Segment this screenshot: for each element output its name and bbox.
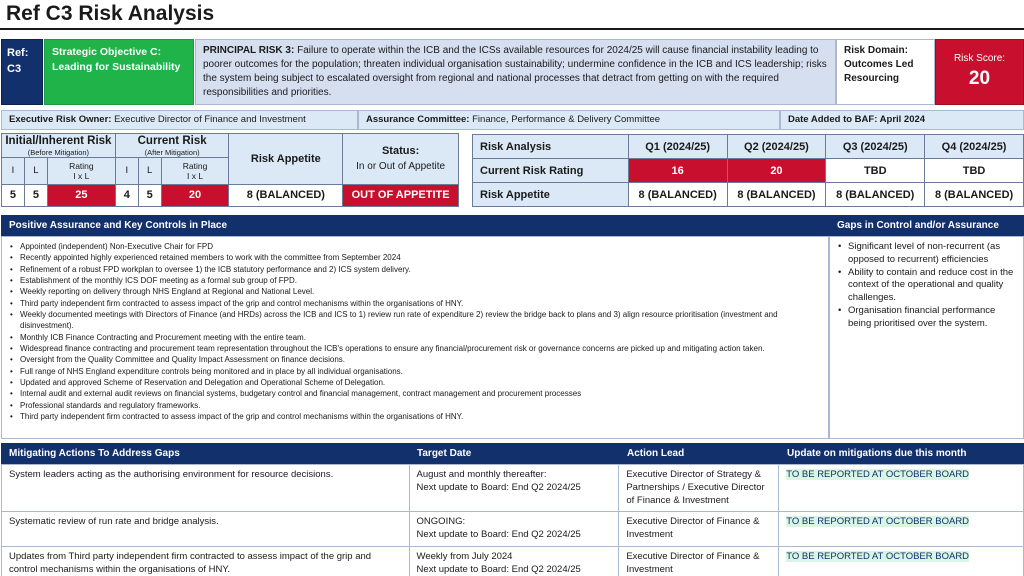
ref-value: C3: [7, 63, 22, 75]
risk-rating-table: [1, 133, 459, 207]
initial-risk-heading: [2, 134, 116, 148]
mitigation-row: [2, 512, 1024, 547]
target-date-line: ONGOING:: [416, 516, 466, 528]
current-risk-title: Current Risk: [137, 134, 207, 147]
initial-l-header: L: [24, 157, 47, 184]
ref-label: Ref:: [7, 47, 29, 59]
mitigation-action: Systematic review of run rate and bridge analysis.: [2, 512, 410, 547]
gap-item: • Ability to contain and reduce cost in the context of the operational and quality challenges.: [834, 267, 1017, 305]
risk-analysis-heading: Risk Analysis: [473, 135, 629, 159]
title-divider: [0, 28, 1024, 30]
target-date-line: Weekly from July 2024: [416, 550, 513, 562]
quarter-risk-appetite-label: Risk Appetite: [473, 183, 629, 207]
mitigation-action-lead: Executive Director of Strategy & Partnerships / Executive Director of Finance & Investment: [619, 465, 779, 512]
quarter-header: Q3 (2024/25): [826, 135, 925, 159]
assurance-heading: Positive Assurance and Key Controls in Place: [1, 215, 829, 236]
principal-risk: [195, 39, 836, 105]
mitigation-action: System leaders acting as the authorising environment for resource decisions.: [2, 465, 410, 512]
risk-score-value: 20: [968, 68, 991, 89]
initial-rating-formula: I x L: [73, 170, 90, 181]
strategic-objective: Strategic Objective C: Leading for Sustainability: [44, 39, 194, 105]
mitigation-row: [2, 546, 1024, 576]
assurance-item: • Updated and approved Scheme of Reservation and Delegation and Operational Scheme of Delegation.: [6, 377, 822, 388]
mitigation-update: [779, 512, 1024, 547]
status-title: Status:: [381, 145, 420, 158]
risk-appetite-value: 8 (BALANCED): [229, 184, 343, 206]
gaps-heading: Gaps in Control and/or Assurance: [829, 215, 1024, 236]
initial-rating-label: Rating: [69, 160, 94, 171]
quarter-header: Q4 (2024/25): [925, 135, 1024, 159]
mitigation-action-lead: Executive Director of Finance & Investment: [619, 546, 779, 576]
current-l-value: 5: [138, 184, 161, 206]
assurance-list-box: [1, 236, 829, 439]
current-risk-rating-label: Current Risk Rating: [473, 159, 629, 183]
assurance-item: • Weekly reporting on delivery through NHS England at Regional and National Level.: [6, 286, 822, 297]
risk-domain: Risk Domain: Outcomes Led Resourcing: [836, 39, 935, 105]
assurance-item: • Weekly documented meetings with Directors of Finance (and HRDs) across the ICB and ICS to 1) review run rate of expenditure 2) review the bridge back to plans and 3) align resource prioritisation (investment and disinvestment).: [6, 309, 822, 332]
mitigation-update: [779, 546, 1024, 576]
principal-risk-label: PRINCIPAL RISK 3:: [203, 45, 295, 56]
risk-owner: [1, 110, 358, 130]
quarterly-risk-table: [472, 134, 1024, 207]
assurance-item: • Third party independent firm contracted to assess impact of the grip and control mechanisms within the organisations of HNY.: [6, 411, 822, 422]
assurance-item: • Monthly ICB Finance Contracting and Procurement meeting with the entire team.: [6, 332, 822, 343]
gaps-list-box: [829, 236, 1024, 439]
status-subtitle: In or Out of Appetite: [356, 161, 446, 173]
initial-i-value: 5: [2, 184, 25, 206]
current-i-header: I: [115, 157, 138, 184]
mitigation-target-date: [409, 512, 619, 547]
assurance-item: • Recently appointed highly experienced retained members to work with the committee from September 2024: [6, 252, 822, 263]
initial-risk-title: Initial/Inherent Risk: [5, 134, 112, 147]
assurance-item: • Professional standards and regulatory frameworks.: [6, 400, 822, 411]
update-status-text: TO BE REPORTED AT OCTOBER BOARD: [786, 469, 970, 480]
gaps-list: [834, 241, 1017, 331]
mitigation-update: [779, 465, 1024, 512]
mitigation-col-actions: Mitigating Actions To Address Gaps: [1, 443, 409, 464]
status-heading: [343, 134, 459, 185]
mitigation-target-date: [409, 546, 619, 576]
initial-rating-value: 25: [47, 184, 115, 206]
quarter-current-rating: 20: [727, 159, 826, 183]
assurance-list: [6, 241, 822, 423]
gap-item: • Significant level of non-recurrent (as opposed to recurrent) efficiencies: [834, 241, 1017, 267]
date-added: Date Added to BAF: April 2024: [780, 110, 1024, 130]
assurance-committee-value: Finance, Performance & Delivery Committee: [472, 114, 661, 125]
initial-risk-sub: (Before Mitigation): [2, 148, 116, 158]
status-value: OUT OF APPETITE: [343, 184, 459, 206]
quarter-current-rating: TBD: [925, 159, 1024, 183]
current-i-value: 4: [115, 184, 138, 206]
risk-owner-label: Executive Risk Owner:: [9, 114, 112, 125]
target-date-next-update: Next update to Board: End Q2 2024/25: [416, 563, 581, 575]
assurance-item: • Refinement of a robust FPD workplan to oversee 1) the ICB statutory performance and 2) ICS system delivery.: [6, 264, 822, 275]
current-rating-label: Rating: [182, 160, 208, 171]
assurance-item: • Full range of NHS England expenditure controls being monitored and in place by all individual organisations.: [6, 366, 822, 377]
assurance-item: • Third party independent firm contracted to assess impact of the grip and control mechanisms within the organisations of HNY.: [6, 298, 822, 309]
quarter-risk-appetite: 8 (BALANCED): [925, 183, 1024, 207]
mitigation-col-target: Target Date: [409, 443, 619, 464]
page-title: Ref C3 Risk Analysis: [6, 2, 215, 25]
quarter-header: Q2 (2024/25): [727, 135, 826, 159]
target-date-next-update: Next update to Board: End Q2 2024/25: [416, 481, 581, 493]
assurance-item: • Widespread finance contracting and procurement team representation throughout the ICB's operations to ensure any financial/procurement risk or governance concerns are picked up and mitigating action taken.: [6, 343, 822, 354]
current-l-header: L: [138, 157, 161, 184]
quarter-risk-appetite: 8 (BALANCED): [727, 183, 826, 207]
gap-item: • Organisation financial performance being prioritised over the system.: [834, 305, 1017, 331]
target-date-next-update: Next update to Board: End Q2 2024/25: [416, 529, 581, 541]
risk-appetite-heading: Risk Appetite: [229, 134, 343, 185]
target-date-line: August and monthly thereafter:: [416, 469, 547, 480]
mitigation-table: [1, 464, 1024, 576]
assurance-committee-label: Assurance Committee:: [366, 114, 470, 125]
current-risk-sub: (After Mitigation): [115, 148, 229, 158]
initial-rating-header: [47, 157, 115, 184]
risk-score-label: Risk Score:: [953, 53, 1006, 64]
mitigation-col-update: Update on mitigations due this month: [779, 443, 1024, 464]
initial-l-value: 5: [24, 184, 47, 206]
current-rating-header: [161, 157, 229, 184]
assurance-committee: [358, 110, 780, 130]
ref-cell: [1, 39, 43, 105]
mitigation-target-date: [409, 465, 619, 512]
assurance-item: • Appointed (independent) Non-Executive Chair for FPD: [6, 241, 822, 252]
risk-owner-value: Executive Director of Finance and Investment: [114, 114, 306, 125]
mitigation-row: [2, 465, 1024, 512]
mitigation-action: Updates from Third party independent firm contracted to assess impact of the grip and control mechanisms within the organisations of HNY.: [2, 546, 410, 576]
quarter-risk-appetite: 8 (BALANCED): [826, 183, 925, 207]
quarter-header: Q1 (2024/25): [628, 135, 727, 159]
risk-score-cell: [935, 39, 1024, 105]
quarter-current-rating: TBD: [826, 159, 925, 183]
initial-i-header: I: [2, 157, 25, 184]
quarter-risk-appetite: 8 (BALANCED): [628, 183, 727, 207]
current-risk-heading: [115, 134, 229, 148]
assurance-item: • Internal audit and external audit reviews on financial systems, budgetary control and financial management, contract management and procurement processes: [6, 388, 822, 399]
mitigation-action-lead: Executive Director of Finance & Investment: [619, 512, 779, 547]
update-status-text: TO BE REPORTED AT OCTOBER BOARD: [786, 516, 970, 528]
update-status-text: TO BE REPORTED AT OCTOBER BOARD: [786, 550, 970, 562]
assurance-item: • Establishment of the monthly ICS DOF meeting as a formal sub group of FPD.: [6, 275, 822, 286]
quarter-current-rating: 16: [628, 159, 727, 183]
current-rating-value: 20: [161, 184, 229, 206]
mitigation-col-lead: Action Lead: [619, 443, 779, 464]
principal-risk-text: Failure to operate within the ICB and the ICSs available resources for 2024/25 will cause financial instability leading to poorer outcomes for the population; threaten individual organisation sustainability; undermine confidence in the ICB and ICS leadership; risks the system being subject to escalated oversight from regional and national processes that detract from getting on with the required responsibilities and priorities.: [203, 45, 827, 98]
assurance-item: • Oversight from the Quality Committee and Quality Impact Assessment on finance decisions.: [6, 354, 822, 365]
current-rating-formula: I x L: [187, 170, 204, 181]
